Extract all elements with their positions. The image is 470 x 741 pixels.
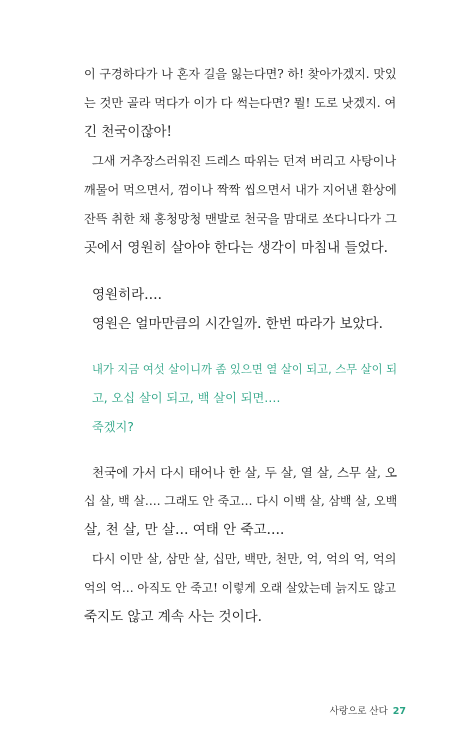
paragraph-heaven-ages <box>84 458 400 545</box>
paragraph-dress <box>84 147 400 263</box>
text-line: 영원히라…. <box>92 287 162 303</box>
page-number: 27 <box>392 706 406 717</box>
text-line: 억의 억… 아직도 안 죽고! 이렇게 오래 살았는데 늙지도 않고 <box>84 581 396 595</box>
text-line: 고, 오십 살이 되고, 백 살이 되면…. <box>92 391 281 405</box>
text-line: 영원은 얼마만큼의 시간일까. 한번 따라가 보았다. <box>92 316 383 332</box>
text-line: 다시 이만 살, 삼만 살, 십만, 백만, 천만, 억, 억의 억, 억의 <box>92 552 397 566</box>
text-line: 그새 거추장스러워진 드레스 따위는 던져 버리고 사탕이나 <box>92 154 397 168</box>
paragraph-eternity <box>84 310 400 339</box>
text-line: 살, 천 살, 만 살… 여태 안 죽고…. <box>84 522 285 538</box>
text-line: 십 살, 백 살…. 그래도 안 죽고… 다시 이백 살, 삼백 살, 오백 <box>84 494 398 508</box>
text-line: 죽지도 않고 계속 사는 것이다. <box>84 609 262 625</box>
running-title: 사랑으로 산다 <box>329 706 388 717</box>
text-line: 천국에 가서 다시 태어나 한 살, 두 살, 열 살, 스무 살, 오 <box>92 465 398 480</box>
page-footer <box>330 703 406 717</box>
text-line: 긴 천국이잖아! <box>84 124 172 140</box>
text-line: 이 구경하다가 나 혼자 길을 잃는다면? 하! 찾아가겠지. 맛있 <box>84 67 397 81</box>
paragraph-continuation <box>84 60 400 147</box>
text-line: 깨물어 먹으면서, 껌이나 짝짝 씹으면서 내가 지어낸 환상에 <box>84 183 397 197</box>
text-line: 는 것만 골라 먹다가 이가 다 썩는다면? 뭘! 도로 낫겠지. 여 <box>84 96 397 110</box>
paragraph-forever <box>84 281 400 310</box>
text-line: 죽겠지? <box>92 420 134 434</box>
text-line: 곳에서 영원히 살아야 한다는 생각이 마침내 들었다. <box>84 240 388 256</box>
paragraph-endless <box>84 545 400 632</box>
text-line: 잔뜩 취한 채 홍청망청 맨발로 천국을 맘대로 쏘다니다가 그 <box>84 212 397 226</box>
text-line: 내가 지금 여섯 살이니까 좀 있으면 열 살이 되고, 스무 살이 되 <box>92 363 398 376</box>
highlighted-thought <box>84 355 400 442</box>
